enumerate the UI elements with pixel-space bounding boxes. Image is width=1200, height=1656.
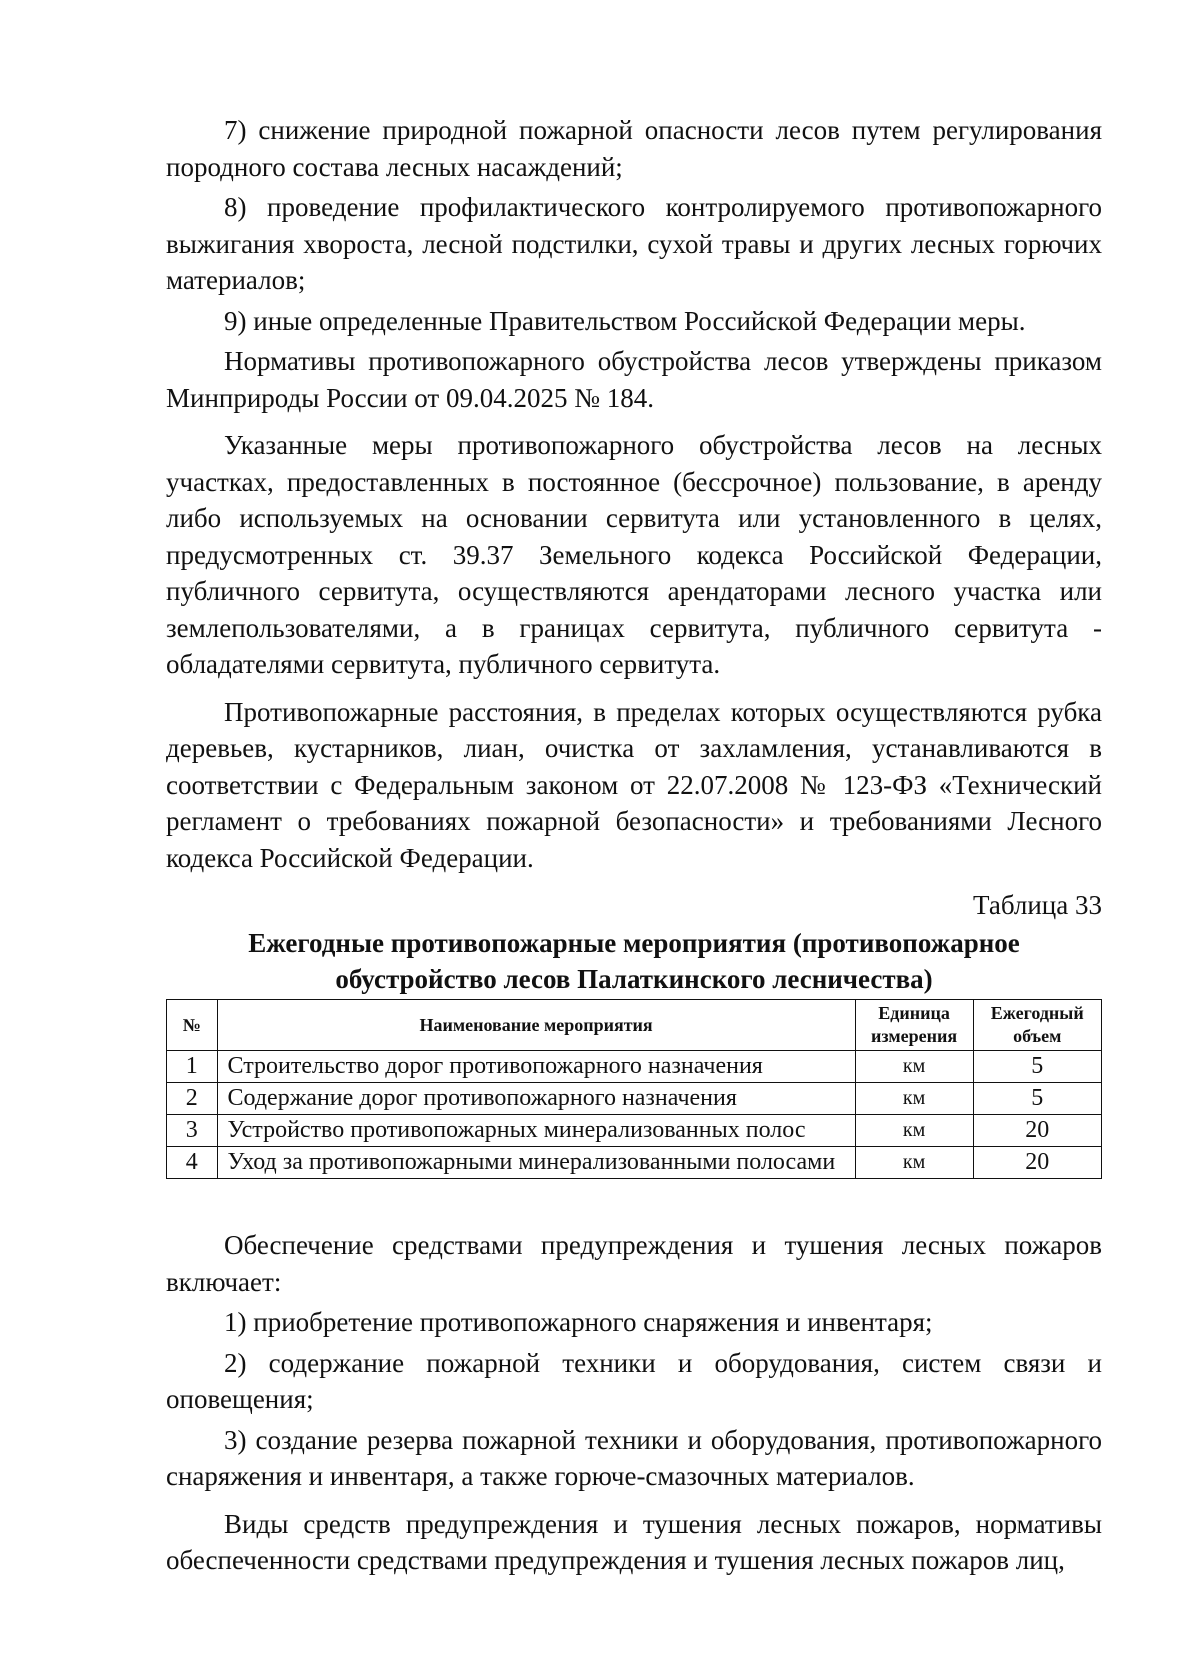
paragraph-standards: Нормативы противопожарного обустройства лесов утверждены приказом Минприроды России от 09.04.2025 № 184. [166,346,1102,413]
row-name: Уход за противопожарными минерализованными полосами [217,1147,855,1179]
header-volume-line-2: объем [1013,1026,1062,1046]
table-caption: Таблица 33 [973,890,1102,920]
paragraph-item-9: 9) иные определенные Правительством Российской Федерации меры. [224,305,1026,336]
paragraph-measures-scope: Указанные меры противопожарного обустройства лесов на лесных участках, предоставленных в постоянное (бессрочное) пользование, в аренду либо используемых на основании сервитута или установленного в целях, предусмотренных ст. 39.37 Земельного кодекса Российской Федерации, публичного сервитута, осуществляются арендаторами лесного участка или землепользователями, а в границах сервитута, публичного сервитута - обладателями сервитута, публичного сервитута. [166,430,1102,679]
paragraph-equipment-intro: Обеспечение средствами предупреждения и тушения лесных пожаров включает: [166,1230,1102,1297]
document-page [166,112,1102,1579]
row-name: Строительство дорог противопожарного назначения [217,1051,855,1083]
table-row [167,1115,1102,1147]
table-row [167,1083,1102,1115]
paragraph-equipment-1: 1) приобретение противопожарного снаряжения и инвентаря; [224,1307,933,1337]
table-title [166,925,1102,997]
header-volume-line-1: Ежегодный [990,1003,1084,1023]
table-row [167,1051,1102,1083]
row-unit: км [855,1147,973,1179]
paragraph-equipment-2: 2) содержание пожарной техники и оборудования, систем связи и оповещения; [166,1347,1102,1414]
header-unit [855,1000,973,1051]
table-header-row [167,1000,1102,1051]
row-unit: км [855,1115,973,1147]
table-title-line-2: обустройство лесов Палаткинского лесничества) [335,964,933,994]
paragraph-equipment-3: 3) создание резерва пожарной техники и оборудования, противопожарного снаряжения и инвентаря, а также горюче-смазочных материалов. [166,1424,1102,1491]
row-name: Устройство противопожарных минерализованных полос [217,1115,855,1147]
paragraph-item-8: 8) проведение профилактического контролируемого противопожарного выжигания хвороста, лесной подстилки, сухой травы и других лесных горючих материалов; [166,192,1102,295]
fire-measures-table [166,999,1102,1179]
row-unit: км [855,1083,973,1115]
header-unit-line-2: измерения [871,1026,958,1046]
row-num: 4 [167,1147,218,1179]
header-volume [973,1000,1101,1051]
row-volume: 20 [973,1115,1101,1147]
row-name: Содержание дорог противопожарного назначения [217,1083,855,1115]
header-name: Наименование мероприятия [217,1000,855,1051]
row-volume: 5 [973,1051,1101,1083]
paragraph-equipment-types: Виды средств предупреждения и тушения лесных пожаров, нормативы обеспеченности средствами предупреждения и тушения лесных пожаров лиц, [166,1508,1102,1575]
row-num: 3 [167,1115,218,1147]
table-row [167,1147,1102,1179]
paragraph-fire-distances: Противопожарные расстояния, в пределах которых осуществляются рубка деревьев, кустарников, лиан, очистка от захламления, устанавливаются в соответствии с Федеральным законом от 22.07.2008 № 123-ФЗ «Технический регламент о требованиях пожарной безопасности» и требованиями Лесного кодекса Российской Федерации. [166,696,1102,873]
header-unit-line-1: Единица [878,1003,950,1023]
paragraph-item-7: 7) снижение природной пожарной опасности лесов путем регулирования породного состава лесных насаждений; [166,115,1102,182]
row-unit: км [855,1051,973,1083]
row-num: 2 [167,1083,218,1115]
header-num: № [167,1000,218,1051]
table-title-line-1: Ежегодные противопожарные мероприятия (противопожарное [248,928,1020,958]
row-volume: 20 [973,1147,1101,1179]
row-num: 1 [167,1051,218,1083]
row-volume: 5 [973,1083,1101,1115]
